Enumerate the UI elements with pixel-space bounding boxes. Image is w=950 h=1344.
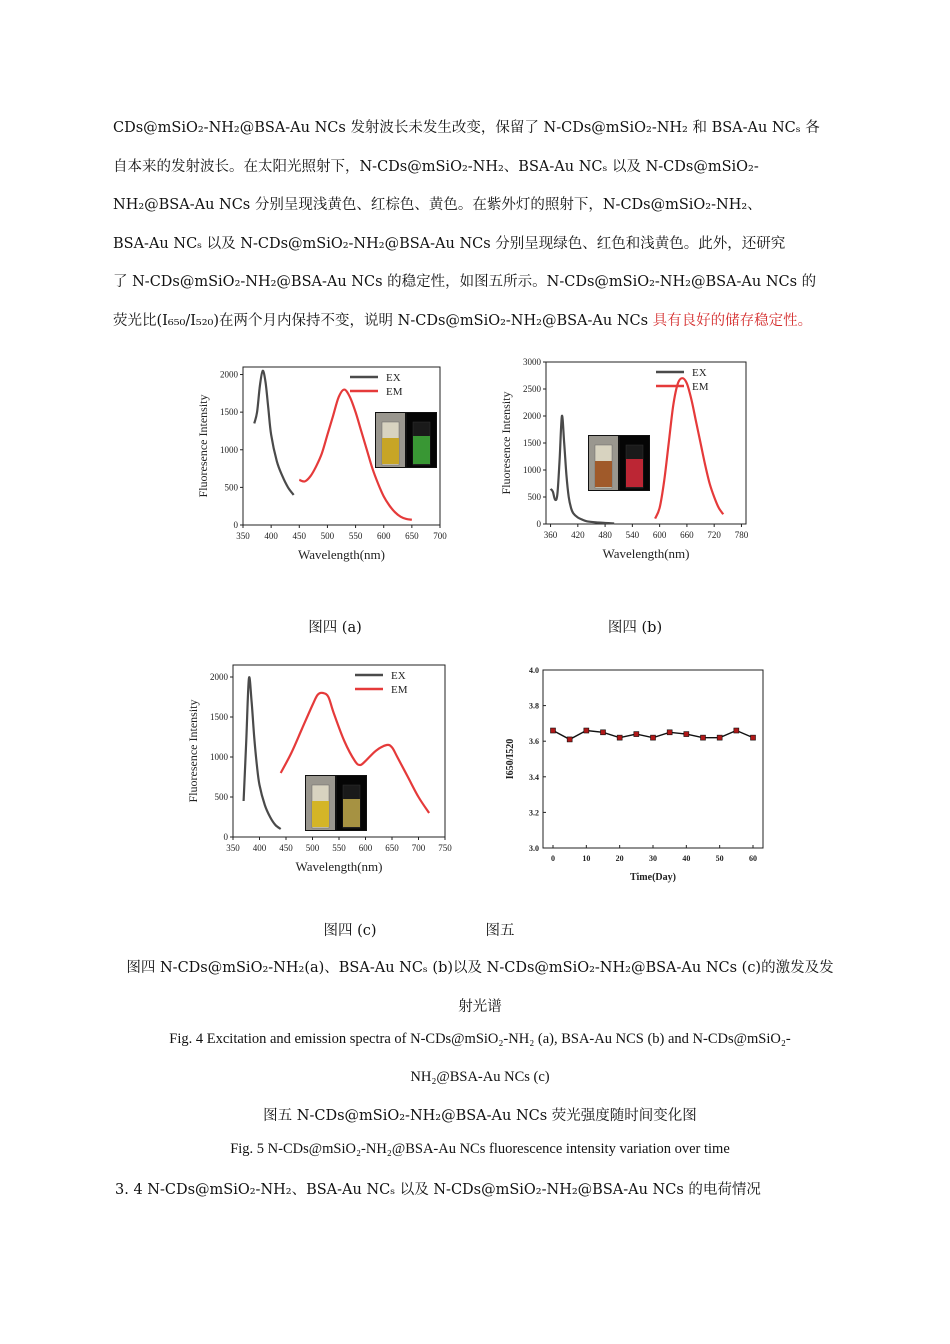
caption-fig5-zh: 图五 N-CDs@mSiO₂-NH₂@BSA-Au NCs 荧光强度随时间变化图 — [263, 1108, 697, 1124]
y-tick-label: 3.8 — [529, 701, 539, 711]
vial-daylight-liquid — [595, 461, 612, 487]
x-tick-label: 450 — [292, 531, 307, 541]
y-tick-label: 0 — [536, 519, 541, 529]
series-line-em — [655, 378, 723, 518]
x-tick-label: 10 — [582, 854, 591, 863]
chart-fig4b — [498, 355, 768, 575]
figure-4b — [498, 355, 768, 575]
legend-label-ex: EX — [386, 372, 401, 384]
body-paragraph — [113, 109, 858, 341]
x-axis-label: Time(Day) — [630, 872, 676, 883]
y-tick-label: 2500 — [523, 384, 541, 394]
vial-uv-liquid — [343, 799, 360, 827]
caption-fig4-zh-line2: 射光谱 — [458, 999, 502, 1015]
x-axis-label: Wavelength(nm) — [295, 859, 383, 874]
chart-fig5 — [498, 660, 773, 890]
x-tick-label: 600 — [376, 531, 391, 541]
x-tick-label: 650 — [385, 843, 399, 853]
data-point — [701, 735, 706, 740]
caption-fig5-en: Fig. 5 N-CDs@mSiO₂-NH₂@BSA-Au NCs fluorescence intensity variation over time — [230, 1141, 730, 1157]
x-tick-label: 0 — [551, 854, 555, 863]
data-point — [551, 728, 556, 733]
vial-photo — [305, 775, 367, 831]
x-tick-label: 540 — [625, 530, 640, 540]
x-tick-label: 700 — [433, 531, 447, 541]
y-tick-label: 4.0 — [529, 666, 539, 675]
y-tick-label: 1500 — [220, 407, 238, 418]
x-tick-label: 550 — [332, 843, 346, 853]
x-tick-label: 600 — [652, 530, 667, 540]
paragraph-line: NH₂@BSA-Au NCs 分别呈现浅黄色、红棕色、黄色。在紫外灯的照射下，N-CDs@mSiO₂-NH₂、 — [113, 197, 762, 214]
data-point — [584, 728, 589, 733]
data-point — [651, 735, 656, 740]
y-axis-label: Fluoresence Intensity — [196, 394, 210, 498]
vial-photo — [588, 435, 650, 491]
data-point — [734, 728, 739, 733]
y-tick-label: 0 — [223, 832, 228, 842]
legend-label-em: EM — [692, 381, 709, 393]
paragraph-line — [113, 302, 858, 341]
x-tick-label: 500 — [305, 843, 320, 853]
y-axis-label: I650/I520 — [505, 738, 516, 780]
vial-photo — [375, 412, 437, 468]
figure-5 — [498, 660, 773, 890]
legend-label-em: EM — [386, 386, 403, 398]
y-axis-label: Fluoresence Intensity — [186, 699, 200, 803]
x-tick-label: 550 — [348, 531, 363, 541]
x-tick-label: 350 — [226, 843, 240, 853]
y-tick-label: 0 — [233, 520, 238, 530]
caption-fig4-en-line2: NH₂@BSA-Au NCs (c) — [410, 1069, 550, 1085]
figure-4c — [180, 665, 460, 885]
caption-fig4-en-line1: Fig. 4 Excitation and emission spectra of N-CDs@mSiO₂-NH₂ (a), BSA-Au NCS (b) and N-CDs@mSiO₂- — [169, 1031, 791, 1047]
legend-label-ex: EX — [391, 670, 406, 682]
x-tick-label: 650 — [405, 531, 419, 541]
y-tick-label: 3.4 — [529, 772, 539, 782]
y-tick-label: 500 — [527, 492, 541, 502]
y-tick-label: 3.0 — [529, 844, 539, 853]
x-tick-label: 720 — [707, 530, 721, 540]
x-tick-label: 350 — [236, 531, 250, 541]
paragraph-line: 了 N-CDs@mSiO₂-NH₂@BSA-Au NCs 的稳定性，如图五所示。N-CDs@mSiO₂-NH₂@BSA-Au NCs 的 — [113, 274, 817, 291]
data-point — [717, 735, 722, 740]
section-heading: 3. 4 N-CDs@mSiO₂-NH₂、BSA-Au NCₛ 以及 N-CDs@mSiO₂-NH₂@BSA-Au NCs 的电荷情况 — [115, 1182, 761, 1198]
x-tick-label: 400 — [264, 531, 278, 541]
y-tick-label: 3.2 — [529, 808, 539, 818]
figure-4a-label: 图四 (a) — [308, 620, 362, 636]
x-tick-label: 600 — [358, 843, 373, 853]
x-tick-label: 500 — [320, 531, 335, 541]
x-tick-label: 30 — [649, 854, 657, 863]
vial-uv-liquid — [626, 459, 643, 487]
data-point — [667, 730, 672, 735]
data-point — [634, 732, 639, 737]
x-axis-label: Wavelength(nm) — [602, 546, 690, 561]
figure-4b-label: 图四 (b) — [607, 620, 663, 636]
figure-4c-label: 图四 (c) — [323, 923, 377, 939]
x-tick-label: 660 — [680, 530, 694, 540]
x-tick-label: 700 — [411, 843, 426, 853]
series-line-ex — [244, 677, 281, 829]
vial-daylight-liquid — [382, 438, 399, 464]
chart-fig4a — [190, 355, 460, 575]
x-tick-label: 360 — [543, 530, 558, 540]
figure-4a — [190, 355, 460, 575]
y-axis-label: Fluoresence Intensity — [499, 391, 513, 495]
y-tick-label: 1000 — [220, 444, 238, 455]
plot-frame — [543, 670, 763, 848]
y-tick-label: 1500 — [523, 438, 541, 448]
series-line-ex — [254, 371, 293, 495]
x-tick-label: 400 — [252, 843, 267, 853]
data-point — [567, 737, 572, 742]
paragraph-line: CDs@mSiO₂-NH₂@BSA-Au NCs 发射波长未发生改变，保留了 N-CDs@mSiO₂-NH₂ 和 BSA-Au NCₛ 各 — [113, 120, 820, 136]
y-tick-label: 2000 — [210, 672, 228, 682]
x-axis-label: Wavelength(nm) — [297, 547, 386, 562]
x-tick-label: 50 — [715, 854, 724, 863]
x-tick-label: 780 — [734, 530, 749, 540]
vial-uv-liquid — [413, 436, 430, 464]
x-tick-label: 750 — [438, 843, 452, 853]
legend-label-em: EM — [391, 684, 408, 696]
paragraph-line: BSA-Au NCₛ 以及 N-CDs@mSiO₂-NH₂@BSA-Au NCs 分别呈现绿色、红色和浅黄色。此外，还研究 — [113, 235, 786, 252]
caption-fig4-zh-line1: 图四 N-CDs@mSiO₂-NH₂(a)、BSA-Au NCₛ (b)以及 N-CDs@mSiO₂-NH₂@BSA-Au NCs (c)的激发及发 — [126, 960, 834, 976]
figure-5-label: 图五 — [485, 923, 515, 939]
y-tick-label: 3.6 — [529, 737, 539, 747]
data-point — [617, 735, 622, 740]
data-point — [684, 732, 689, 737]
y-tick-label: 1500 — [210, 712, 228, 722]
paragraph-text: 荧光比(I₆₅₀/I₅₂₀)在两个月内保持不变，说明 N-CDs@mSiO₂-NH₂@BSA-Au NCs — [113, 312, 653, 329]
x-tick-label: 420 — [571, 530, 585, 540]
data-point — [751, 735, 756, 740]
x-tick-label: 40 — [682, 854, 691, 863]
legend-label-ex: EX — [692, 367, 707, 379]
y-tick-label: 500 — [224, 482, 238, 493]
x-tick-label: 450 — [279, 843, 293, 853]
y-tick-label: 1000 — [523, 465, 541, 475]
y-tick-label: 1000 — [210, 752, 228, 762]
y-tick-label: 3000 — [523, 357, 541, 367]
x-tick-label: 60 — [749, 854, 757, 863]
paragraph-line: 自本来的发射波长。在太阳光照射下，N-CDs@mSiO₂-NH₂、BSA-Au NCₛ 以及 N-CDs@mSiO₂- — [113, 158, 759, 175]
y-tick-label: 500 — [214, 792, 228, 802]
y-tick-label: 2000 — [523, 411, 541, 421]
vial-daylight-liquid — [312, 801, 329, 827]
highlighted-conclusion: 具有良好的储存稳定性。 — [652, 312, 813, 329]
y-tick-label: 2000 — [220, 369, 238, 380]
data-point — [601, 730, 606, 735]
chart-fig4c — [180, 665, 460, 885]
x-tick-label: 480 — [598, 530, 612, 540]
x-tick-label: 20 — [615, 854, 624, 863]
